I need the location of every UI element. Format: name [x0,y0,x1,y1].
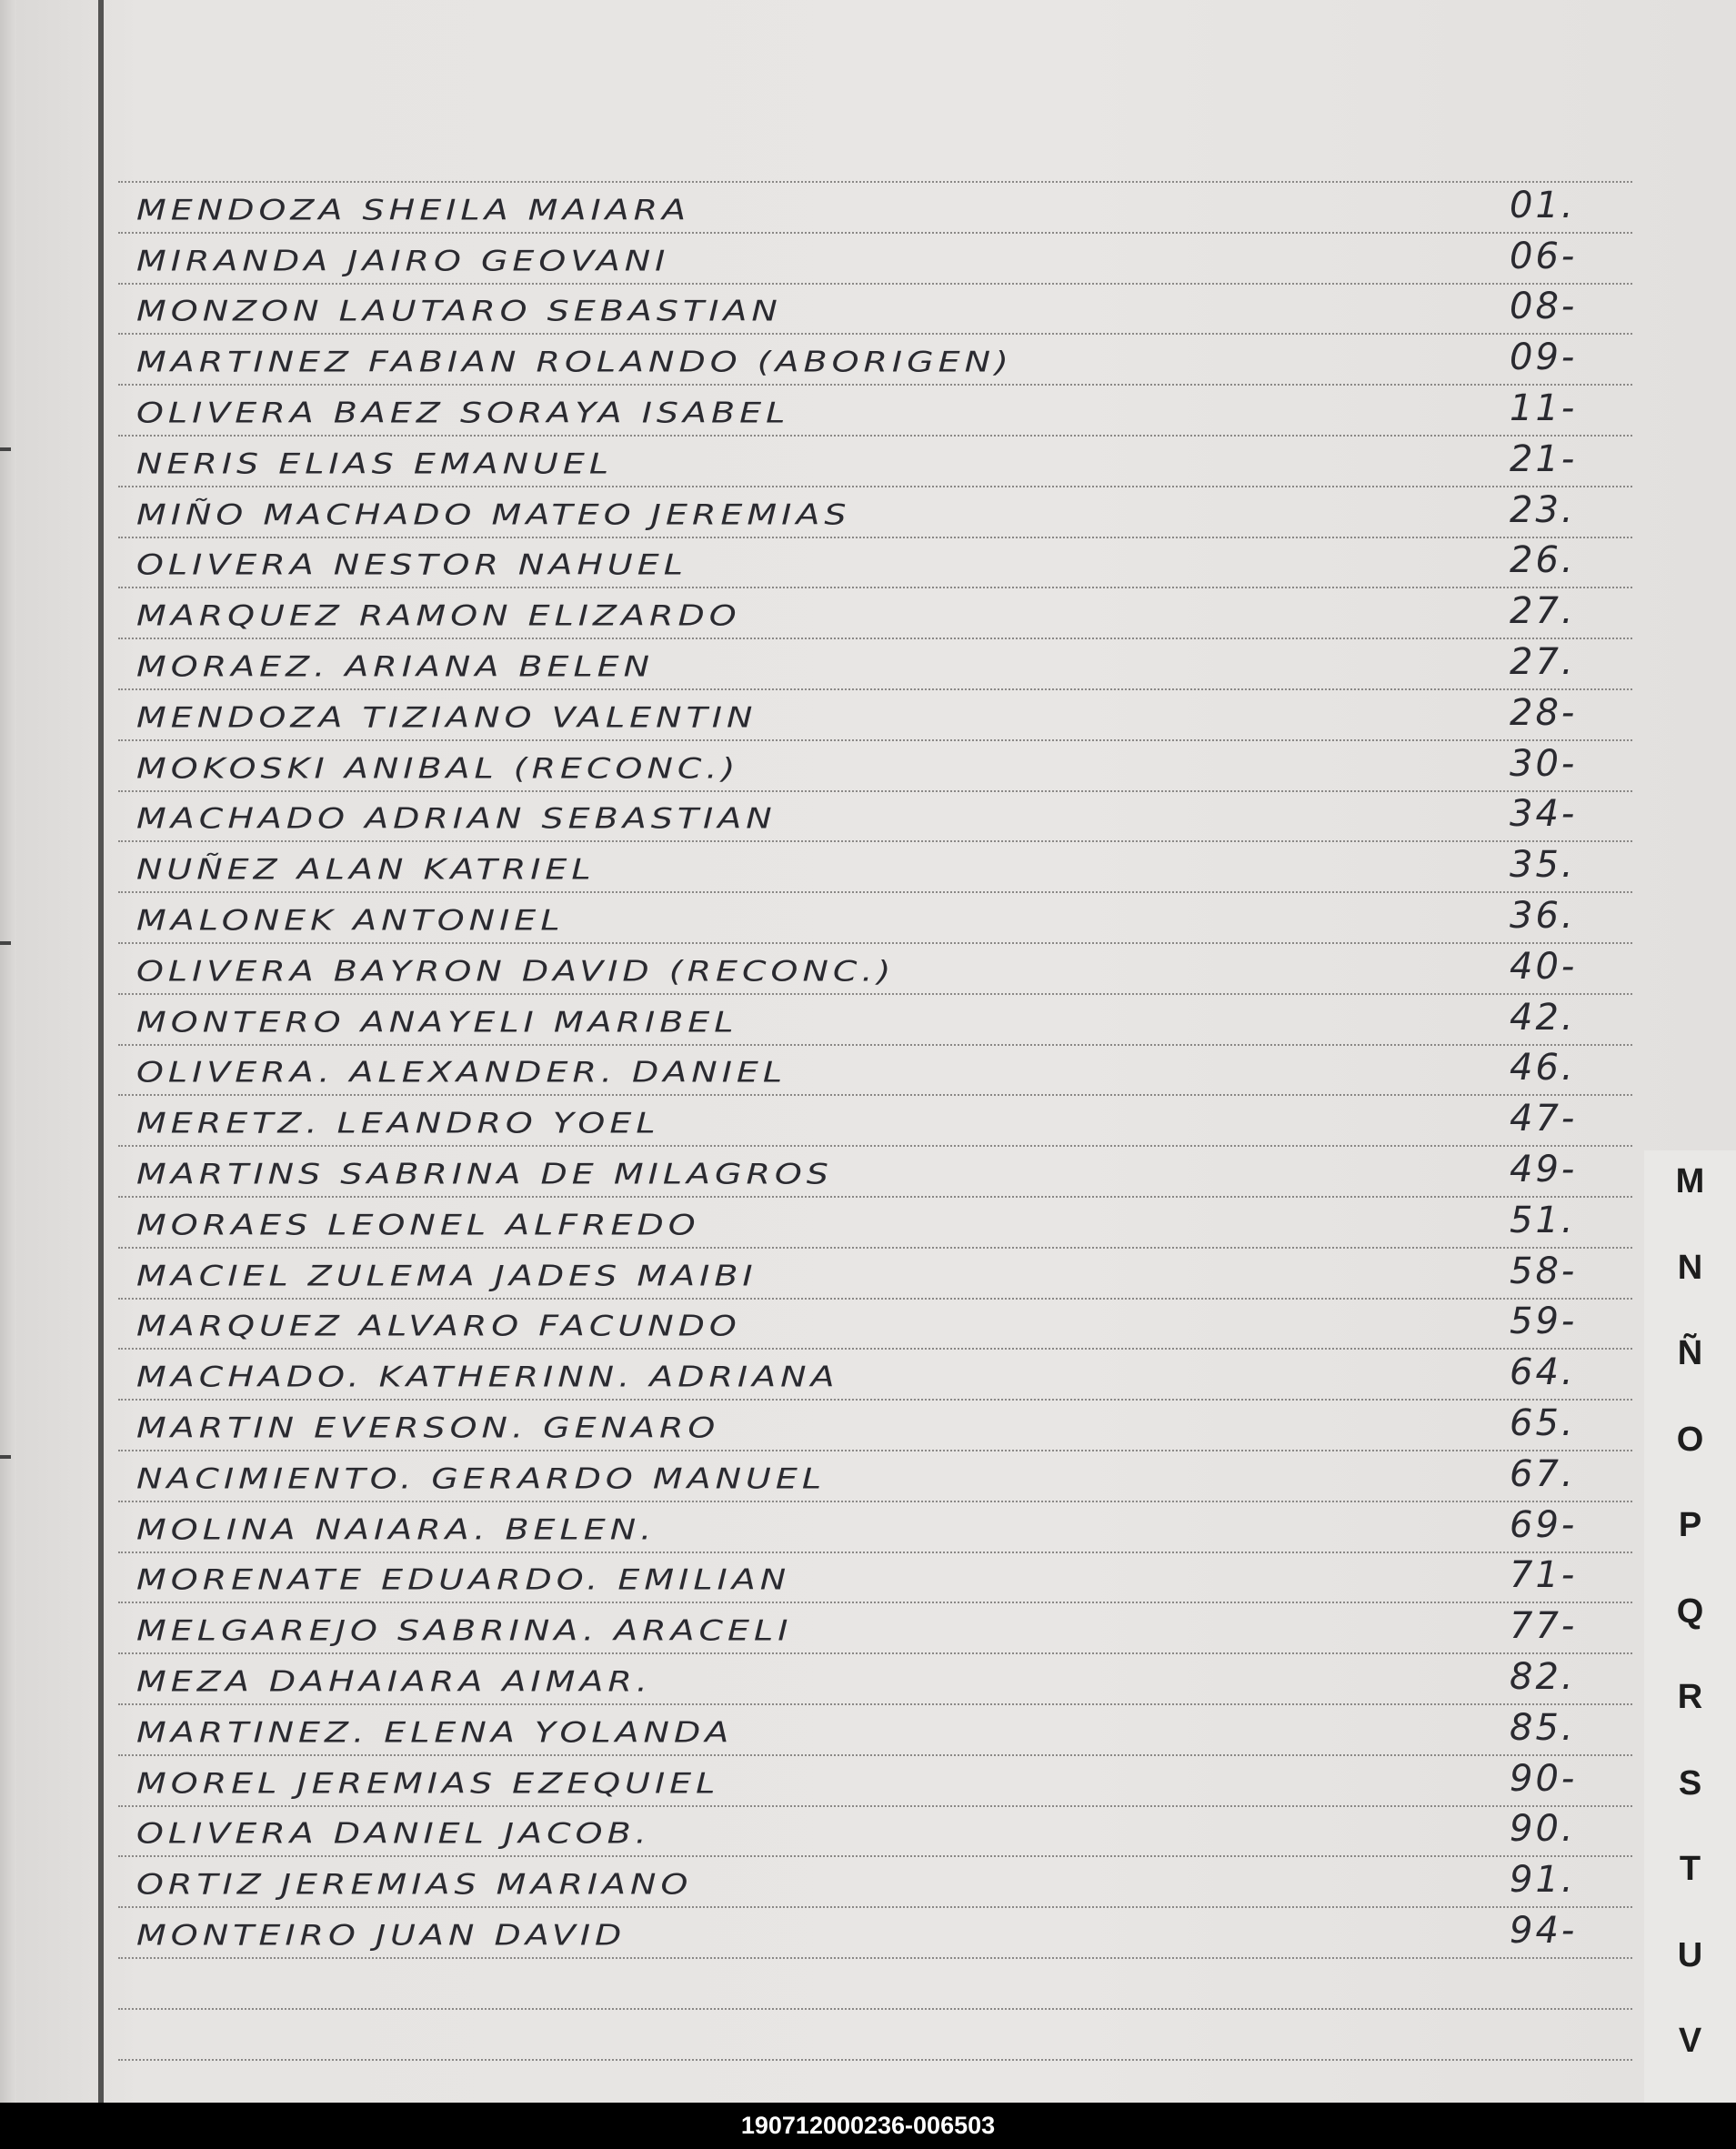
student-number: 77- [1510,1605,1578,1647]
student-name: MARQUEZ RAMON ELIZARDO [136,598,741,632]
ruled-line [118,1957,1632,1959]
student-number: 51. [1510,1200,1576,1241]
student-number: 49- [1510,1149,1578,1190]
student-name: NACIMIENTO. GERARDO MANUEL [136,1461,827,1495]
list-item [136,1859,1628,1904]
ruled-line [118,384,1632,386]
list-item [136,997,1628,1042]
ruled-line [118,942,1632,944]
student-name: MENDOZA SHEILA MAIARA [136,193,691,226]
index-tab[interactable]: Q [1676,1592,1704,1631]
student-name: MARTINS SABRINA DE MILAGROS [136,1157,833,1190]
student-number: 09- [1510,336,1578,378]
student-name: MORAES LEONEL ALFREDO [136,1208,700,1241]
list-item [136,1047,1628,1092]
list-item [136,489,1628,535]
list-item [136,1351,1628,1397]
index-tab[interactable]: P [1678,1505,1702,1544]
edge-mark [0,447,11,451]
ruled-line [118,688,1632,690]
student-number: 91. [1510,1859,1576,1901]
student-name: MACIEL ZULEMA JADES MAIBI [136,1259,758,1292]
list-item [136,336,1628,382]
ruled-line [118,2008,1632,2010]
list-item [136,641,1628,687]
index-tab[interactable]: O [1676,1420,1704,1459]
student-name: MIÑO MACHADO MATEO JEREMIAS [136,497,851,531]
student-name: MACHADO ADRIAN SEBASTIAN [136,801,777,835]
student-name: OLIVERA NESTOR NAHUEL [136,547,687,581]
student-number: 90. [1510,1808,1576,1850]
ruled-line [118,840,1632,842]
page-left-edge [0,0,16,2103]
student-name: OLIVERA BAEZ SORAYA ISABEL [136,396,790,429]
list-item [136,438,1628,484]
student-number: 67. [1510,1453,1576,1495]
list-item [136,793,1628,839]
list-item [136,692,1628,738]
margin-line [98,0,104,2103]
ruled-line [118,537,1632,538]
list-item [136,1200,1628,1245]
ruled-line [118,1196,1632,1198]
student-number: 26. [1510,539,1576,581]
student-number: 35. [1510,844,1576,886]
ruled-line [118,1501,1632,1502]
ruled-line [118,1094,1632,1096]
student-number: 08- [1510,286,1578,327]
ruled-line [118,1348,1632,1350]
ruled-line [118,1044,1632,1046]
student-name: MACHADO. KATHERINN. ADRIANA [136,1360,839,1393]
ruled-line [118,435,1632,437]
student-number: 90- [1510,1758,1578,1800]
ruled-line [118,2059,1632,2061]
student-number: 65. [1510,1402,1576,1444]
student-name: ORTIZ JEREMIAS MARIANO [136,1867,693,1901]
list-item [136,1098,1628,1143]
ruled-line [118,1805,1632,1807]
student-name: MERETZ. LEANDRO YOEL [136,1106,660,1140]
ruled-line [118,1855,1632,1857]
student-name: MARTINEZ. ELENA YOLANDA [136,1715,734,1749]
student-name: MOKOSKI ANIBAL (RECONC.) [136,751,740,785]
student-name: OLIVERA DANIEL JACOB. [136,1816,651,1850]
student-name: MONTERO ANAYELI MARIBEL [136,1005,738,1039]
list-item [136,1250,1628,1296]
edge-mark [0,1455,11,1459]
list-item [136,1605,1628,1651]
student-name: OLIVERA BAYRON DAVID (RECONC.) [136,954,896,988]
index-tab[interactable]: U [1677,1935,1703,1974]
ruled-line [118,1754,1632,1756]
list-item [136,1504,1628,1550]
list-item [136,1910,1628,1955]
student-number: 34- [1510,793,1578,835]
ruled-line [118,1906,1632,1908]
student-number: 30- [1510,743,1578,785]
student-name: MARTINEZ FABIAN ROLANDO (ABORIGEN) [136,345,1013,378]
list-item [136,895,1628,940]
ruled-line [118,638,1632,639]
student-name: MIRANDA JAIRO GEOVANI [136,244,670,277]
edge-mark [0,941,11,945]
student-number: 28- [1510,692,1578,734]
student-name: MONTEIRO JUAN DAVID [136,1918,627,1952]
index-tab[interactable]: R [1677,1677,1703,1716]
index-tab[interactable]: N [1677,1248,1703,1287]
list-item [136,1656,1628,1702]
list-item [136,590,1628,636]
ruled-line [118,1652,1632,1654]
list-item [136,946,1628,991]
student-number: 94- [1510,1910,1578,1952]
student-name: NERIS ELIAS EMANUEL [136,447,614,480]
student-number: 85. [1510,1707,1576,1749]
ruled-line [118,1602,1632,1603]
student-name: MELGAREJO SABRINA. ARACELI [136,1613,793,1647]
ruled-line [118,1703,1632,1705]
document-code: 190712000236-006503 [740,2112,996,2139]
list-item [136,286,1628,331]
index-tab[interactable]: M [1675,1161,1705,1200]
ruled-line [118,1247,1632,1249]
student-number: 42. [1510,997,1576,1039]
ruled-line [118,486,1632,487]
list-item [136,1149,1628,1194]
ruled-line [118,1551,1632,1553]
student-name: MEZA DAHAIARA AIMAR. [136,1664,652,1698]
student-number: 23. [1510,489,1576,531]
student-name: MORENATE EDUARDO. EMILIAN [136,1562,791,1596]
index-tab[interactable]: S [1678,1763,1702,1803]
student-name: MOLINA NAIARA. BELEN. [136,1512,657,1546]
student-name: MARQUEZ ALVARO FACUNDO [136,1309,741,1342]
student-number: 59- [1510,1300,1578,1342]
student-name: NUÑEZ ALAN KATRIEL [136,852,596,886]
index-tab[interactable]: V [1678,2021,1702,2060]
student-name: MONZON LAUTARO SEBASTIAN [136,294,782,327]
list-item [136,1453,1628,1499]
ruled-line [118,790,1632,792]
student-number: 06- [1510,236,1578,277]
student-number: 82. [1510,1656,1576,1698]
ruled-line [118,1399,1632,1401]
ruled-line [118,993,1632,995]
ruled-line [118,1450,1632,1451]
student-name: MALONEK ANTONIEL [136,903,565,937]
index-tab[interactable]: T [1679,1849,1701,1888]
student-number: 40- [1510,946,1578,988]
list-item [136,1402,1628,1448]
list-item [136,387,1628,433]
index-tab[interactable]: Ñ [1677,1333,1703,1372]
student-number: 36. [1510,895,1576,937]
student-number: 46. [1510,1047,1576,1089]
student-number: 47- [1510,1098,1578,1140]
student-number: 11- [1510,387,1578,429]
student-number: 71- [1510,1554,1578,1596]
list-item [136,1758,1628,1803]
ruled-line [118,891,1632,893]
student-number: 01. [1510,185,1576,226]
list-item [136,844,1628,889]
list-item [136,539,1628,585]
student-number: 27. [1510,590,1576,632]
student-number: 27. [1510,641,1576,683]
ruled-line [118,1145,1632,1147]
ruled-line [118,333,1632,335]
student-name: MOREL JEREMIAS EZEQUIEL [136,1766,720,1800]
list-item [136,236,1628,281]
student-name: MENDOZA TIZIANO VALENTIN [136,700,758,734]
list-item [136,743,1628,788]
list-item [136,1707,1628,1752]
student-number: 64. [1510,1351,1576,1393]
ruled-line [118,283,1632,285]
list-item [136,1808,1628,1853]
footer-bar [0,2103,1736,2149]
list-item [136,185,1628,230]
ruled-line [118,232,1632,234]
ruled-line [118,1298,1632,1300]
student-name: MARTIN EVERSON. GENARO [136,1411,720,1444]
ruled-line [118,587,1632,588]
ruled-line [118,739,1632,741]
list-item [136,1554,1628,1600]
student-number: 58- [1510,1250,1578,1292]
student-number: 69- [1510,1504,1578,1546]
ruled-line [118,181,1632,183]
student-name: MORAEZ. ARIANA BELEN [136,649,655,683]
student-number: 21- [1510,438,1578,480]
list-item [136,1300,1628,1346]
student-name: OLIVERA. ALEXANDER. DANIEL [136,1055,788,1089]
